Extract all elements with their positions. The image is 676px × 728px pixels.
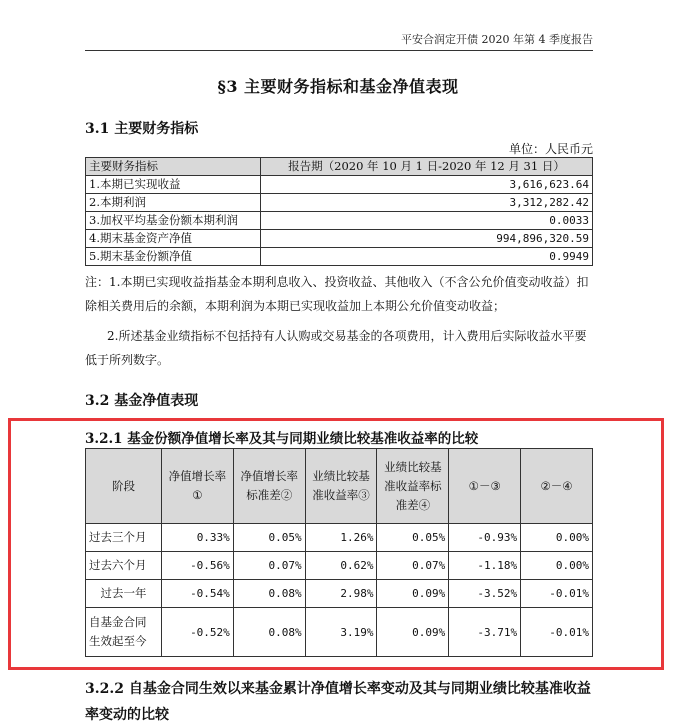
header-cell — [233, 449, 305, 524]
row-label-text: 过去三个月 — [89, 530, 147, 544]
nav-performance-table — [85, 448, 593, 657]
row-label: 3.加权平均基金份额本期利润 — [86, 212, 261, 230]
row-value: 3,312,282.42 — [261, 194, 593, 212]
value-cell: -0.52% — [161, 608, 233, 657]
row-value: 994,896,320.59 — [261, 230, 593, 248]
row-label-text: 过去六个月 — [89, 558, 147, 572]
financial-indicators-table — [85, 157, 593, 266]
table-row — [86, 194, 593, 212]
note-line: 除相关费用后的余额，本期利润为本期已实现收益加上本期公允价值变动收益； — [85, 299, 506, 313]
header-text: ① — [192, 488, 203, 502]
s32-title: 3.2 基金净值表现 — [85, 393, 199, 409]
value-cell: 3.19% — [305, 608, 377, 657]
table-row — [86, 248, 593, 266]
header-text: 业绩比较基 — [312, 469, 370, 483]
s322-title-line: 率变动的比较 — [85, 707, 169, 723]
s322-title-line: 3.2.2 自基金合同生效以来基金累计净值增长率变动及其与同期业绩比较基准收益 — [85, 681, 591, 697]
row-label — [86, 580, 162, 608]
header-text: 准收益率③ — [312, 488, 370, 502]
page-header — [85, 31, 593, 51]
header-text: 净值增长率 — [240, 469, 298, 483]
table-row — [86, 212, 593, 230]
row-label — [86, 524, 162, 552]
note-line: 低于所列数字。 — [85, 353, 170, 367]
row-value: 0.9949 — [261, 248, 593, 266]
row-label — [86, 552, 162, 580]
value-cell: 0.00% — [521, 552, 593, 580]
value-cell: 0.09% — [377, 580, 449, 608]
header-cell: 主要财务指标 — [86, 158, 261, 176]
value-cell: -0.54% — [161, 580, 233, 608]
row-value: 0.0033 — [261, 212, 593, 230]
value-cell: -0.93% — [449, 524, 521, 552]
s322-title — [85, 676, 593, 728]
header-cell: 报告期（2020 年 10 月 1 日-2020 年 12 月 31 日） — [261, 158, 593, 176]
row-label: 5.期末基金份额净值 — [86, 248, 261, 266]
table-row — [86, 580, 593, 608]
value-cell: -0.56% — [161, 552, 233, 580]
value-cell: 2.98% — [305, 580, 377, 608]
table-row — [86, 524, 593, 552]
header-text: 净值增长率 — [168, 469, 227, 483]
unit-label: 单位：人民币元 — [508, 142, 593, 156]
row-label: 4.期末基金资产净值 — [86, 230, 261, 248]
value-cell: -3.52% — [449, 580, 521, 608]
value-cell: 0.08% — [233, 580, 305, 608]
header-cell — [161, 449, 233, 524]
row-label: 2.本期利润 — [86, 194, 261, 212]
header-text: ②－④ — [540, 478, 573, 493]
value-cell: 0.08% — [233, 608, 305, 657]
header-text: 准收益率标 — [384, 478, 442, 493]
note-2 — [85, 324, 593, 372]
section-title: §3 主要财务指标和基金净值表现 — [217, 77, 459, 96]
table-header-row — [86, 158, 593, 176]
note-line: 2.所述基金业绩指标不包括持有人认购或交易基金的各项费用，计入费用后实际收益水平要 — [107, 329, 587, 343]
header-cell — [521, 449, 593, 524]
table-row — [86, 608, 593, 657]
value-cell: -0.01% — [521, 580, 593, 608]
header-text: 阶段 — [111, 478, 135, 493]
value-cell: 0.33% — [161, 524, 233, 552]
value-cell: 0.05% — [377, 524, 449, 552]
header-cell — [377, 449, 449, 524]
header-text: ①－③ — [468, 478, 501, 493]
header-text: 准差④ — [395, 497, 431, 512]
row-value: 3,616,623.64 — [261, 176, 593, 194]
note-1 — [85, 270, 593, 318]
table-row — [86, 552, 593, 580]
value-cell: 1.26% — [305, 524, 377, 552]
row-label — [86, 608, 162, 657]
row-label-text: 自基金合同 — [89, 615, 147, 629]
header-cell — [305, 449, 377, 524]
value-cell: -0.01% — [521, 608, 593, 657]
table-row — [86, 176, 593, 194]
row-label-text: 生效起至今 — [89, 634, 147, 648]
header-text: 业绩比较基 — [384, 459, 442, 474]
value-cell: -3.71% — [449, 608, 521, 657]
header-text: 标准差② — [246, 488, 293, 502]
table-header-row — [86, 449, 593, 524]
value-cell: 0.05% — [233, 524, 305, 552]
value-cell: 0.62% — [305, 552, 377, 580]
note-line: 注：1.本期已实现收益指基金本期利息收入、投资收益、其他收入（不含公允价值变动收益）扣 — [85, 275, 589, 289]
value-cell: 0.09% — [377, 608, 449, 657]
s321-title: 3.2.1 基金份额净值增长率及其与同期业绩比较基准收益率的比较 — [85, 431, 479, 447]
value-cell: -1.18% — [449, 552, 521, 580]
header-cell — [449, 449, 521, 524]
row-label: 1.本期已实现收益 — [86, 176, 261, 194]
header-cell — [86, 449, 162, 524]
value-cell: 0.07% — [233, 552, 305, 580]
value-cell: 0.07% — [377, 552, 449, 580]
table-row — [86, 230, 593, 248]
value-cell: 0.00% — [521, 524, 593, 552]
report-title: 平安合润定开债 2020 年第 4 季度报告 — [401, 33, 593, 46]
s31-title: 3.1 主要财务指标 — [85, 121, 199, 137]
row-label-text: 过去一年 — [100, 586, 147, 600]
